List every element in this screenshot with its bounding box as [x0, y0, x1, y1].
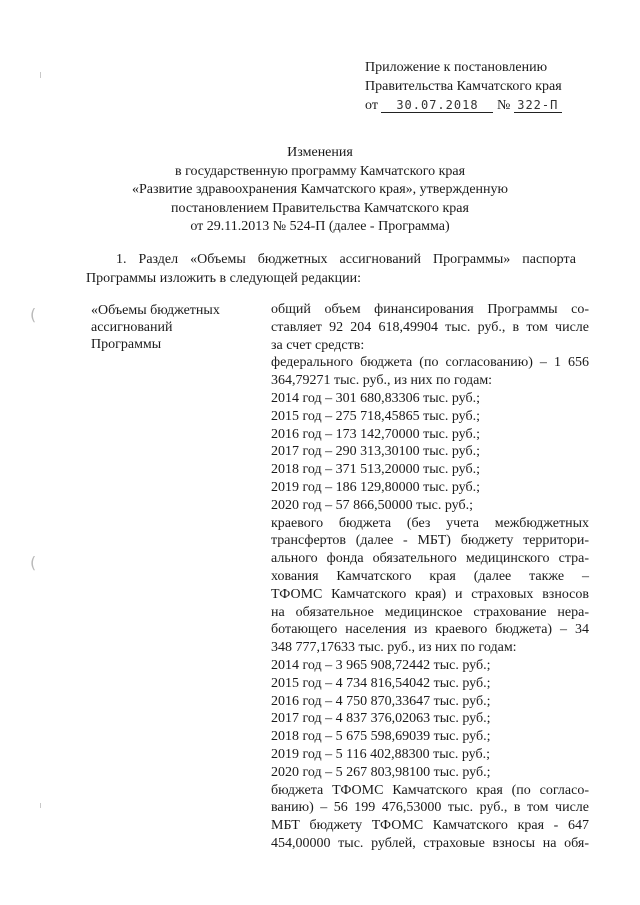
table-right-cell — [271, 301, 589, 853]
margin-tick — [40, 72, 41, 78]
right-cell-line: бюджета ТФОМС Камчатского края (по согласо- — [271, 782, 589, 798]
left-cell-line: Программы — [91, 337, 162, 352]
heading-title: Изменения — [287, 145, 353, 160]
punch-hole-mark-bottom: ( — [30, 553, 37, 572]
right-cell-line: краевого бюджета (без учета межбюджетных — [271, 515, 589, 531]
right-cell-line: 2019 год – 186 129,80000 тыс. руб.; — [271, 479, 480, 495]
right-cell-line: 2019 год – 5 116 402,88300 тыс. руб.; — [271, 746, 490, 762]
punch-hole-mark-top: ( — [30, 305, 37, 324]
left-cell-line: ассигнований — [91, 320, 173, 335]
table-left-cell — [91, 302, 251, 353]
right-cell-line: ТФОМС Камчатского края) и страховых взносов — [271, 586, 589, 602]
paragraph-1-line-1: 1. Раздел «Объемы бюджетных ассигнований Программы» паспорта — [116, 252, 576, 267]
right-cell-line: хования Камчатского края (далее также – — [271, 568, 589, 584]
right-cell-line: за счет средств: — [271, 337, 365, 353]
right-cell-line: 2015 год – 275 718,45865 тыс. руб.; — [271, 408, 480, 424]
right-cell-line: 2016 год – 173 142,70000 тыс. руб.; — [271, 426, 480, 442]
right-cell-line: ставляет 92 204 618,49904 тыс. руб., в том числе — [271, 319, 589, 335]
right-cell-line: 2018 год – 371 513,20000 тыс. руб.; — [271, 462, 480, 478]
right-cell-line: 348 777,17633 тыс. руб., из них по годам: — [271, 640, 517, 656]
right-cell-line: 2020 год – 5 267 803,98100 тыс. руб.; — [271, 764, 491, 780]
heading-line: «Развитие здравоохранения Камчатского края», утвержденную — [132, 182, 508, 197]
right-cell-line: 2017 год – 4 837 376,02063 тыс. руб.; — [271, 711, 491, 727]
document-heading — [120, 144, 520, 237]
left-cell-line: «Объемы бюджетных — [91, 303, 220, 318]
paragraph-1 — [86, 250, 576, 288]
appendix-line-1: Приложение к постановлению — [365, 60, 548, 75]
number-label: № — [496, 98, 511, 113]
document-date: 30.07.2018 — [381, 98, 493, 113]
right-cell-line: 2014 год – 3 965 908,72442 тыс. руб.; — [271, 657, 491, 673]
appendix-block — [365, 58, 605, 115]
margin-tick — [40, 803, 41, 808]
right-cell-line: МБТ бюджету ТФОМС Камчатского края - 647 — [271, 818, 589, 834]
document-number: 322-П — [514, 98, 562, 113]
right-cell-line: 2016 год – 4 750 870,33647 тыс. руб.; — [271, 693, 491, 709]
right-cell-line: ванию) – 56 199 476,53000 тыс. руб., в том числе — [271, 800, 589, 816]
paragraph-1-line-2: Программы изложить в следующей редакции: — [86, 271, 361, 286]
date-label: от — [365, 98, 378, 113]
appendix-line-2: Правительства Камчатского края — [365, 79, 562, 94]
heading-line: в государственную программу Камчатского края — [174, 163, 466, 179]
right-cell-line: федерального бюджета (по согласованию) – 1 656 — [271, 355, 589, 371]
right-cell-line: трансфертов (далее - МБТ) бюджету территори- — [271, 533, 589, 549]
right-cell-line: 2017 год – 290 313,30100 тыс. руб.; — [271, 444, 480, 460]
right-cell-line: 2018 год – 5 675 598,69039 тыс. руб.; — [271, 729, 491, 745]
right-cell-line: 454,00000 тыс. рублей, страховые взносы на обя- — [271, 835, 589, 851]
right-cell-line: 2020 год – 57 866,50000 тыс. руб.; — [271, 497, 473, 513]
right-cell-line: на обязательное медицинское страхование нера- — [271, 604, 589, 620]
right-cell-line: общий объем финансирования Программы со- — [271, 302, 589, 317]
appendix-date-line — [365, 96, 605, 115]
right-cell-line: 2015 год – 4 734 816,54042 тыс. руб.; — [271, 675, 491, 691]
right-cell-line: ботающего населения из краевого бюджета) – 34 — [271, 622, 589, 638]
right-cell-line: 364,79271 тыс. руб., из них по годам: — [271, 373, 493, 389]
heading-line: постановлением Правительства Камчатского края — [171, 200, 469, 216]
right-cell-line: ального фонда обязательного медицинского стра- — [271, 551, 589, 567]
right-cell-line: 2014 год – 301 680,83306 тыс. руб.; — [271, 390, 480, 406]
heading-line: от 29.11.2013 № 524-П (далее - Программа) — [190, 219, 450, 234]
